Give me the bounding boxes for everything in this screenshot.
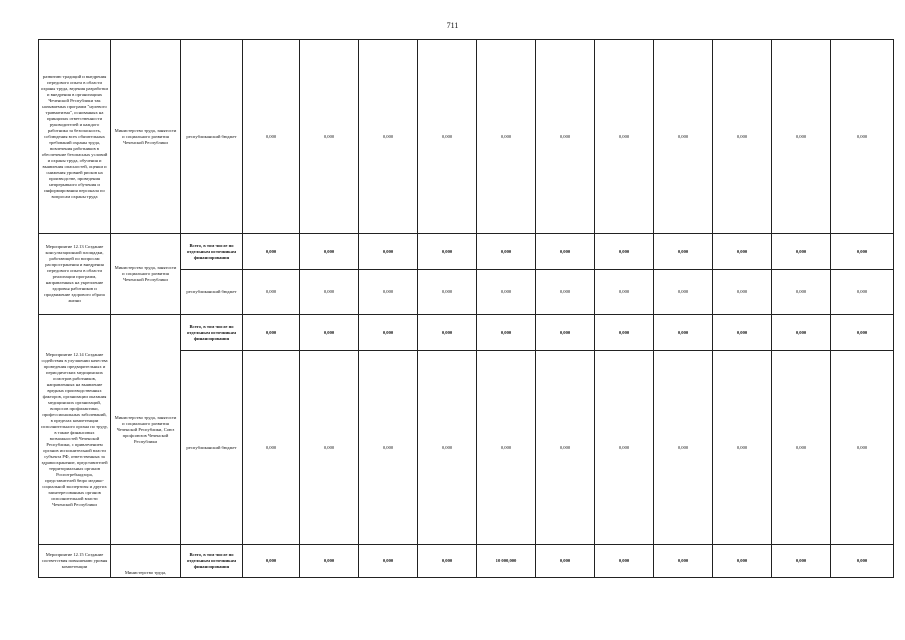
value-cell: 0,000 [300, 40, 359, 234]
budget-table [38, 39, 894, 578]
value-cell: 10 000,000 [477, 545, 536, 578]
value-cell: 0,000 [595, 270, 654, 315]
value-cell: 0,000 [654, 351, 713, 545]
value-cell: 0,000 [831, 270, 894, 315]
value-cell: 0,000 [713, 351, 772, 545]
value-cell: 0,000 [243, 234, 300, 270]
value-cell: 0,000 [359, 234, 418, 270]
event-description: Мероприятие 12.13 Создание консультационной площадки, работающей по вопросам распространения и внедрения передового опыта в области реализации программ, направленных на укрепление здоровья работников и продвижение здорового образа жизни [39, 234, 111, 315]
value-cell: 0,000 [713, 315, 772, 351]
value-cell: 0,000 [654, 270, 713, 315]
value-cell: 0,000 [654, 234, 713, 270]
table-row [39, 545, 894, 578]
value-cell: 0,000 [654, 315, 713, 351]
value-cell: 0,000 [831, 234, 894, 270]
value-cell: 0,000 [536, 234, 595, 270]
value-cell: 0,000 [359, 315, 418, 351]
executor-cell: Министерство труда, занятости и социального развития Чеченской Республики [111, 234, 181, 315]
funding-source: Всего, в том числе по отдельным источникам финансирования [181, 234, 243, 270]
funding-source: республиканский бюджет [181, 270, 243, 315]
event-description: Мероприятие 12.15 Создание соответствия повышению уровня компетенции [39, 545, 111, 578]
value-cell: 0,000 [418, 40, 477, 234]
value-cell: 0,000 [831, 351, 894, 545]
value-cell: 0,000 [536, 40, 595, 234]
value-cell: 0,000 [595, 545, 654, 578]
value-cell: 0,000 [831, 40, 894, 234]
value-cell: 0,000 [595, 351, 654, 545]
funding-source: Всего, в том числе по отдельным источникам финансирования [181, 315, 243, 351]
value-cell: 0,000 [477, 315, 536, 351]
executor-cell: Министерство труда, занятости и социального развития Чеченской Республики, Союз профсоюзов Чеченской Республики [111, 315, 181, 545]
value-cell: 0,000 [418, 234, 477, 270]
value-cell: 0,000 [300, 351, 359, 545]
value-cell: 0,000 [418, 351, 477, 545]
value-cell: 0,000 [772, 234, 831, 270]
value-cell: 0,000 [243, 545, 300, 578]
value-cell: 0,000 [359, 545, 418, 578]
value-cell: 0,000 [536, 545, 595, 578]
page-number: 711 [446, 21, 459, 30]
value-cell: 0,000 [359, 40, 418, 234]
value-cell: 0,000 [300, 234, 359, 270]
value-cell: 0,000 [477, 270, 536, 315]
value-cell: 0,000 [300, 270, 359, 315]
value-cell: 0,000 [772, 351, 831, 545]
executor-cell: Министерство труда, [111, 545, 181, 578]
value-cell: 0,000 [713, 545, 772, 578]
value-cell: 0,000 [477, 351, 536, 545]
value-cell: 0,000 [595, 315, 654, 351]
value-cell: 0,000 [243, 351, 300, 545]
value-cell: 0,000 [477, 234, 536, 270]
value-cell: 0,000 [418, 270, 477, 315]
value-cell: 0,000 [654, 545, 713, 578]
value-cell: 0,000 [772, 315, 831, 351]
value-cell: 0,000 [654, 40, 713, 234]
value-cell: 0,000 [772, 270, 831, 315]
value-cell: 0,000 [243, 315, 300, 351]
value-cell: 0,000 [536, 315, 595, 351]
value-cell: 0,000 [477, 40, 536, 234]
funding-source: Всего, в том числе по отдельным источникам финансирования [181, 545, 243, 578]
table-row [39, 234, 894, 270]
value-cell: 0,000 [418, 315, 477, 351]
value-cell: 0,000 [713, 270, 772, 315]
table-row [39, 315, 894, 351]
event-description: Мероприятие 12.14 Создание содействия в улучшении качества проведения предварительных и периодических медицинских осмотров работников, направленных на выявление вредных производственных факторов, организации оказания медицинских организаций, вопросов профилактики, профессиональных заболеваний, в пределах компетенции исполнительного органа по труду, в также финансовых возможностей Чеченской Республики, с привлечением органов исполнительной власти субъекта РФ, ответственных за здравоохранение, представителей территориальных органов Роспотребнадзора, представителей бюро медико-социальной экспертизы и других заинтересованных органов исполнительной власти Чеченской Республики [39, 315, 111, 545]
value-cell: 0,000 [536, 351, 595, 545]
value-cell: 0,000 [359, 351, 418, 545]
value-cell: 0,000 [831, 545, 894, 578]
funding-source: республиканский бюджет [181, 351, 243, 545]
value-cell: 0,000 [359, 270, 418, 315]
value-cell: 0,000 [300, 315, 359, 351]
value-cell: 0,000 [300, 545, 359, 578]
value-cell: 0,000 [772, 40, 831, 234]
table-row [39, 40, 894, 234]
value-cell: 0,000 [418, 545, 477, 578]
executor-cell: Министерство труда, занятости и социального развития Чеченской Республики [111, 40, 181, 234]
value-cell: 0,000 [595, 40, 654, 234]
value-cell: 0,000 [243, 40, 300, 234]
value-cell: 0,000 [772, 545, 831, 578]
event-description: развитию традиций и внедрения передового опыта в области охраны труда, ведения разработки и внедрения в организациях Чеченской Республики так называемых программ "нулевого травматизма", основанных на принципах ответственности руководителей и каждого работника за безопасность, соблюдения всех обязательных требований охраны труда, вовлечения работников в обеспечение безопасных условий и охраны труда, обучения и выявления опасностей, оценки и снижения уровней рисков на производстве, проведения непрерывного обучения и информирования персонала по вопросам охраны труда [39, 40, 111, 234]
value-cell: 0,000 [243, 270, 300, 315]
value-cell: 0,000 [595, 234, 654, 270]
funding-source: республиканский бюджет [181, 40, 243, 234]
value-cell: 0,000 [536, 270, 595, 315]
value-cell: 0,000 [713, 40, 772, 234]
value-cell: 0,000 [831, 315, 894, 351]
value-cell: 0,000 [713, 234, 772, 270]
